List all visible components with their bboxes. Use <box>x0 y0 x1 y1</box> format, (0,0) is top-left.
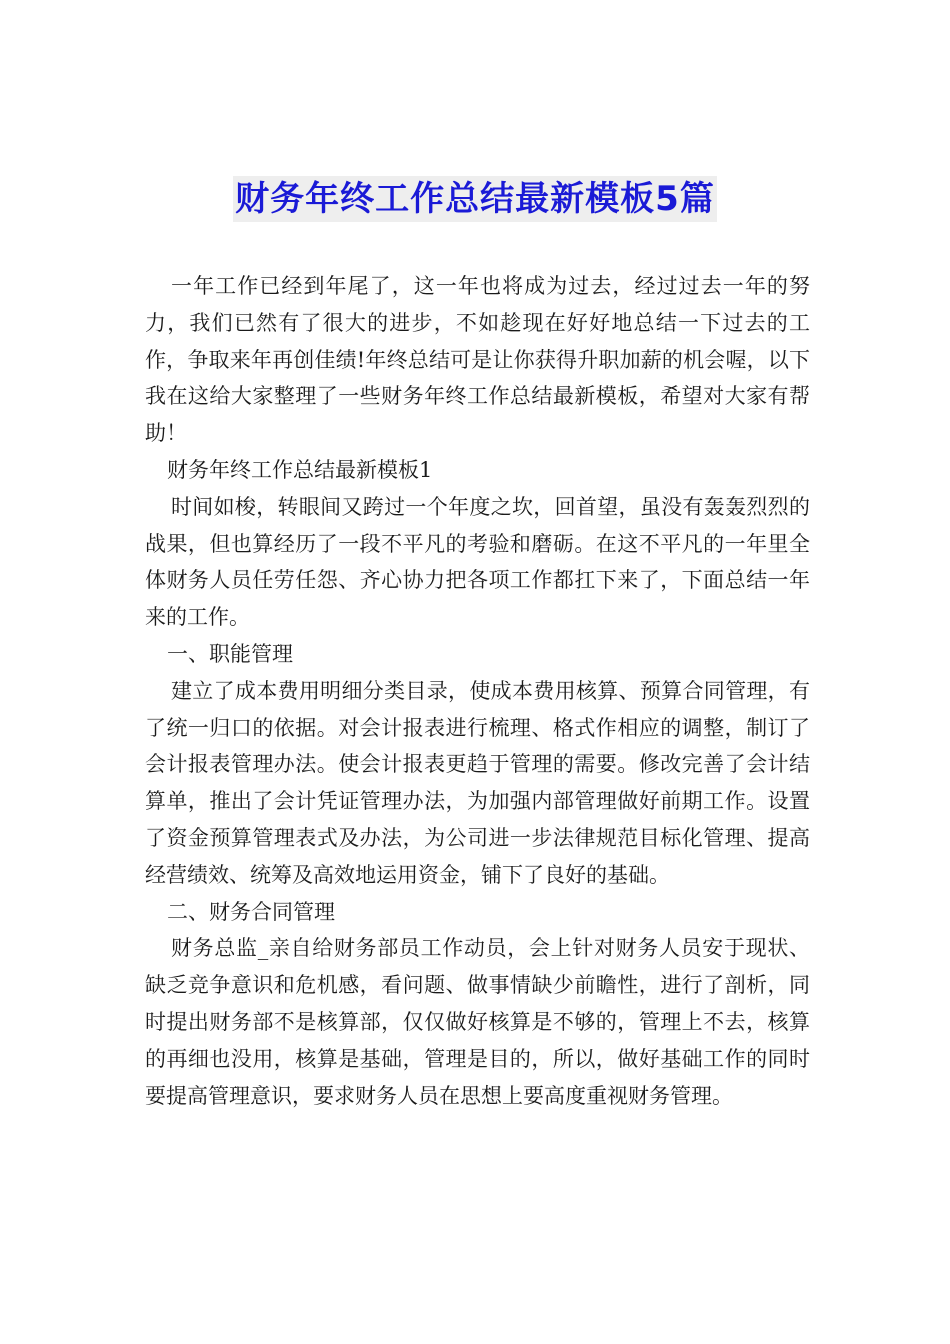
document-body <box>145 268 810 1114</box>
document-title: 财务年终工作总结最新模板5篇 <box>233 176 717 222</box>
section-1-heading: 一、职能管理 <box>167 641 293 666</box>
opening-paragraph: 时间如梭，转眼间又跨过一个年度之坎，回首望，虽没有轰轰烈烈的战果，但也算经历了一段不平凡的考验和磨砺。在这不平凡的一年里全体财务人员任劳任怨、齐心协力把各项工作都扛下来了，下面总结一年来的工作。 <box>145 494 810 630</box>
template-heading: 财务年终工作总结最新模板1 <box>167 457 433 482</box>
section-1-paragraph: 建立了成本费用明细分类目录，使成本费用核算、预算合同管理，有了统一归口的依据。对会计报表进行梳理、格式作相应的调整，制订了会计报表管理办法。使会计报表更趋于管理的需要。修改完善了会计结算单，推出了会计凭证管理办法，为加强内部管理做好前期工作。设置了资金预算管理表式及办法，为公司进一步法律规范目标化管理、提高经营绩效、统筹及高效地运用资金，铺下了良好的基础。 <box>145 678 810 887</box>
section-2-paragraph: 财务总监_亲自给财务部员工作动员，会上针对财务人员安于现状、缺乏竞争意识和危机感，看问题、做事情缺少前瞻性，进行了剖析，同时提出财务部不是核算部，仅仅做好核算是不够的，管理上不去，核算的再细也没用，核算是基础，管理是目的，所以，做好基础工作的同时要提高管理意识，要求财务人员在思想上要高度重视财务管理。 <box>145 936 810 1108</box>
title-wrapper <box>0 176 950 222</box>
section-2-heading: 二、财务合同管理 <box>167 899 335 924</box>
intro-paragraph: 一年工作已经到年尾了，这一年也将成为过去，经过过去一年的努力，我们已然有了很大的进步，不如趁现在好好地总结一下过去的工作，争取来年再创佳绩!年终总结可是让你获得升职加薪的机会喔，以下我在这给大家整理了一些财务年终工作总结最新模板，希望对大家有帮助！ <box>145 274 810 446</box>
